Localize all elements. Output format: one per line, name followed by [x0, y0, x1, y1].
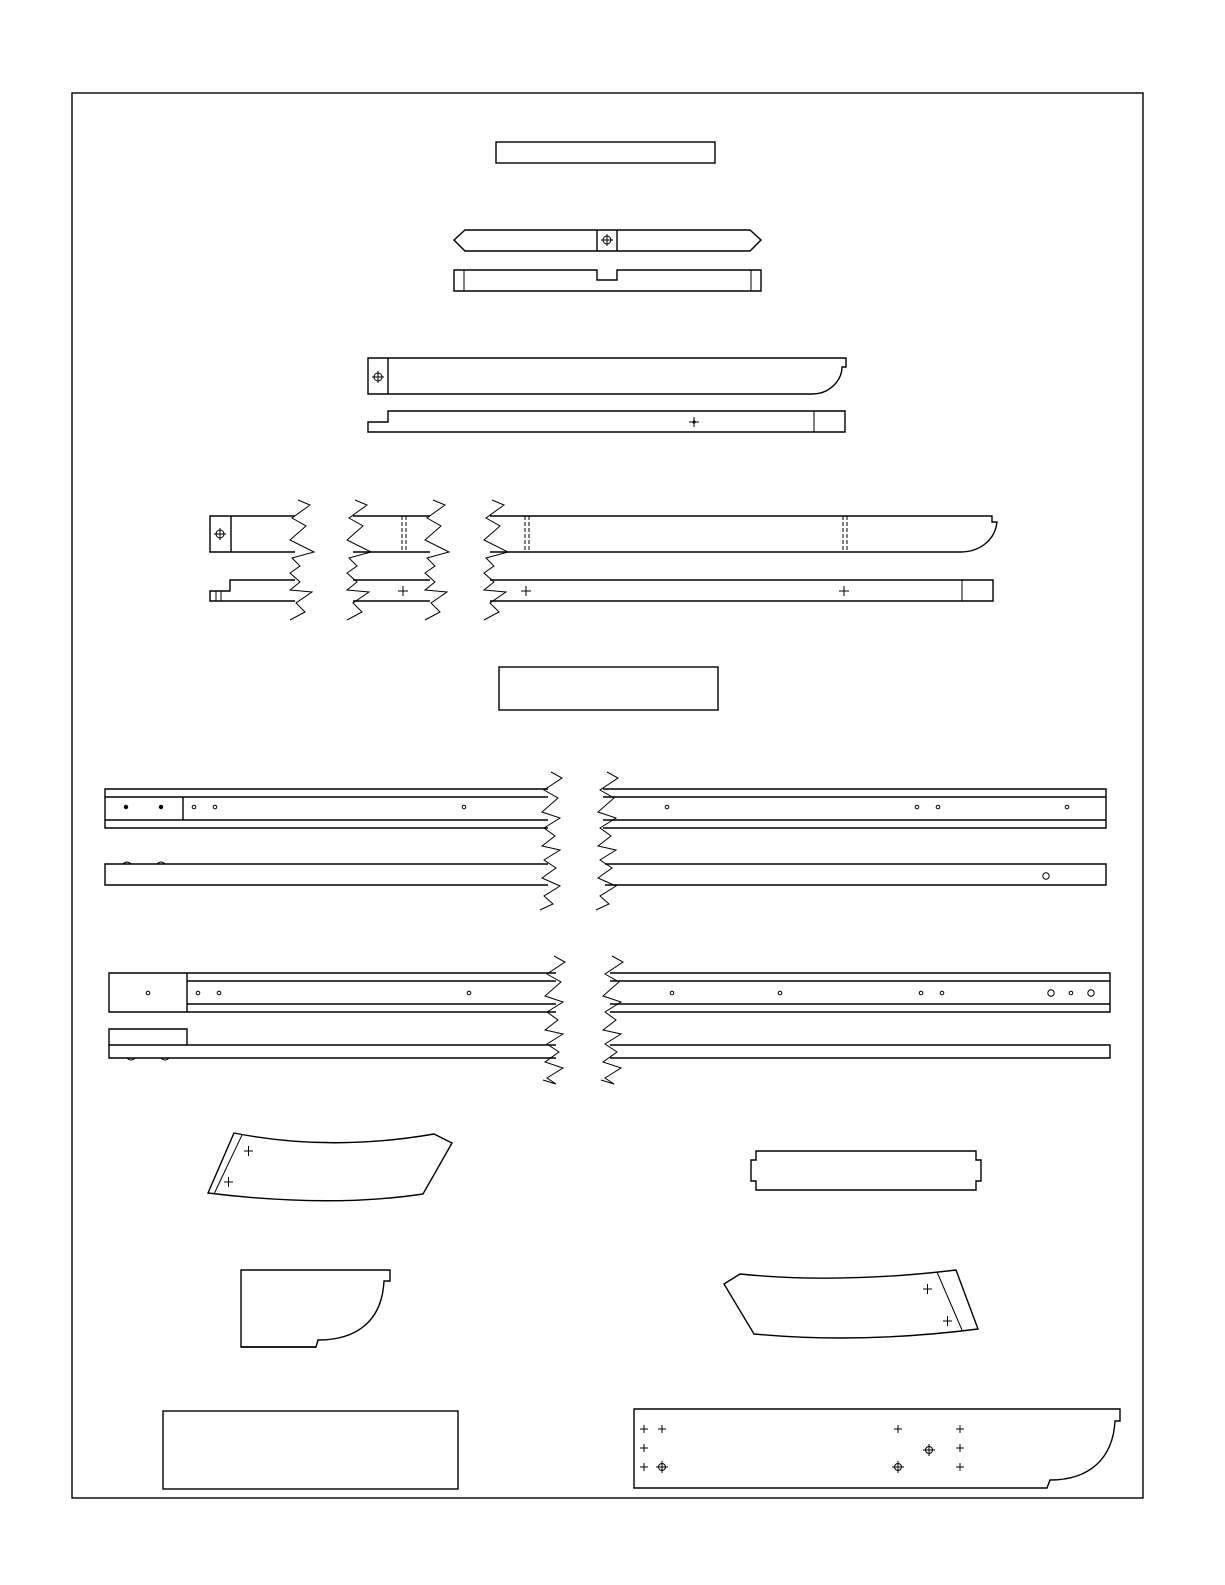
bolt-hole-icon	[1088, 990, 1094, 996]
long-rail-top-view	[210, 516, 997, 552]
sheet-border	[72, 93, 1143, 1498]
screw-mark-icon	[521, 586, 531, 596]
screw-mark-icon	[640, 1444, 648, 1452]
short-bar-side-view	[454, 270, 761, 291]
side-rail-b	[109, 956, 1110, 1084]
curved-piece-left	[208, 1133, 452, 1201]
screw-mark-icon	[398, 586, 408, 596]
bolt-hole-icon	[1043, 873, 1049, 879]
side-rail-a-top-view	[105, 789, 1106, 828]
long-rail-side-view	[210, 580, 993, 601]
label-box-bottom	[163, 1411, 458, 1489]
notched-plate	[751, 1151, 981, 1190]
bolt-hole-icon	[462, 805, 466, 809]
head-panel	[634, 1409, 1120, 1488]
bolt-hole-icon	[146, 991, 150, 995]
screw-mark-icon	[956, 1463, 964, 1471]
screw-mark-icon	[658, 1425, 666, 1433]
side-rail-b-top-view	[109, 973, 1110, 1012]
screw-mark-icon	[894, 1425, 902, 1433]
short-bar-pair	[454, 230, 761, 291]
break-lines	[290, 500, 508, 620]
bolt-hole-icon	[196, 991, 200, 995]
break-lines	[540, 772, 618, 910]
screw-mark-icon	[956, 1444, 964, 1452]
bolt-hole-icon	[124, 805, 128, 809]
pivot-hole-icon	[923, 1444, 935, 1456]
long-rail-broken-pair	[210, 500, 997, 620]
pivot-hole-icon	[656, 1461, 668, 1473]
side-rail-a	[105, 772, 1106, 910]
bolt-hole-icon	[217, 991, 221, 995]
bolt-hole-icon	[467, 991, 471, 995]
screw-mark-icon	[839, 586, 849, 596]
label-box-top	[496, 142, 715, 163]
short-bar-top-view	[454, 230, 761, 251]
break-lines	[543, 956, 623, 1084]
screw-mark-icon	[943, 1316, 952, 1326]
screw-mark-icon	[689, 417, 699, 427]
screw-mark-icon	[640, 1425, 648, 1433]
label-box-middle	[499, 667, 718, 710]
bolt-hole-icon	[1065, 805, 1069, 809]
medium-rail-side-view	[368, 411, 845, 432]
bolt-hole-icon	[192, 805, 196, 809]
curved-piece-right	[724, 1270, 978, 1338]
screw-mark-icon	[224, 1177, 233, 1187]
bolt-hole-icon	[778, 991, 782, 995]
bolt-hole-icon	[915, 805, 919, 809]
bolt-hole-icon	[670, 991, 674, 995]
bolt-hole-icon	[919, 991, 923, 995]
bolt-hole-icon	[213, 805, 217, 809]
screw-mark-icon	[244, 1146, 253, 1156]
screw-mark-icon	[923, 1284, 932, 1294]
bolt-hole-icon	[1048, 990, 1054, 996]
bolt-hole-icon	[940, 991, 944, 995]
medium-rail-pair	[368, 358, 846, 432]
pivot-hole-icon	[892, 1461, 904, 1473]
medium-rail-top-view	[368, 358, 846, 394]
cove-end-block	[241, 1270, 390, 1347]
bolt-hole-icon	[936, 805, 940, 809]
bolt-hole-icon	[665, 805, 669, 809]
side-rail-b-side-view	[109, 1029, 1110, 1060]
bolt-hole-icon	[159, 805, 163, 809]
bolt-hole-icon	[1069, 991, 1073, 995]
screw-mark-icon	[956, 1425, 964, 1433]
screw-mark-icon	[640, 1463, 648, 1471]
